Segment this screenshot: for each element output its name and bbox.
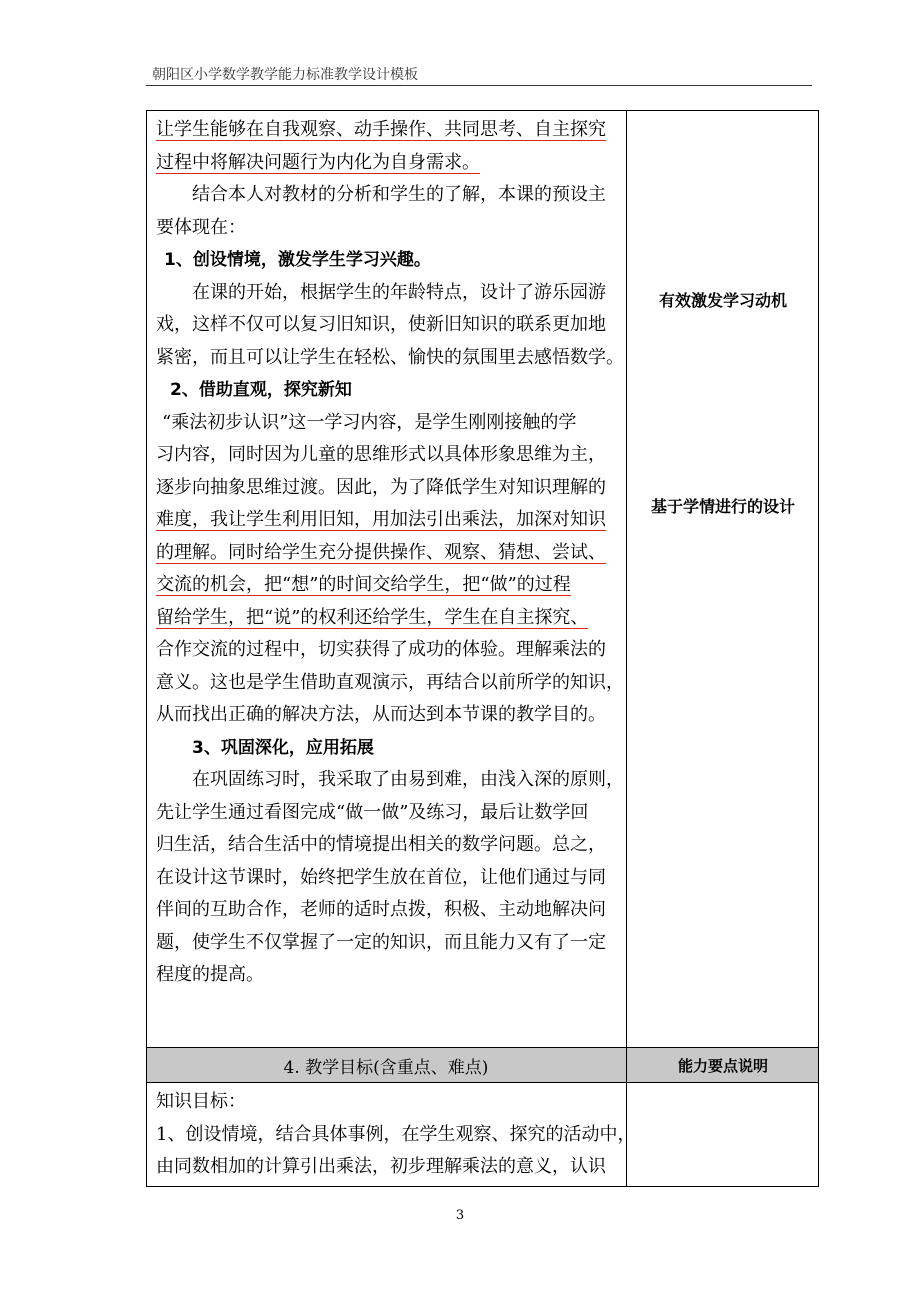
section-right-header: 能力要点说明: [677, 1056, 768, 1075]
ability-note-2: 基于学情进行的设计: [650, 497, 795, 516]
subheading-1: 1、创设情境，激发学生学习兴趣。: [164, 250, 431, 270]
header-rule: [146, 85, 812, 86]
goals-line: 由同数相加的计算引出乘法，初步理解乘法的意义，认识: [156, 1156, 606, 1177]
body-line: 逐步向抽象思维过渡。因此，为了降低学生对知识理解的: [156, 476, 606, 498]
column-divider-top: [626, 110, 627, 1047]
row-divider-2: [146, 1082, 819, 1083]
body-line: 戏，这样不仅可以复习旧知识，使新旧知识的联系更加地: [156, 314, 606, 335]
body-line: 合作交流的过程中，切实获得了成功的体验。理解乘法的: [156, 639, 606, 660]
body-line: 习内容，同时因为儿童的思维形式以具体形象思维为主，: [156, 444, 606, 465]
body-line: 程度的提高。: [156, 964, 264, 985]
subheading-2: 2、借助直观，探究新知: [170, 380, 352, 400]
body-line: 的理解。同时给学生充分提供操作、观察、猜想、尝试、: [156, 541, 606, 563]
body-line: 在设计这节课时，始终把学生放在首位，让他们通过与同: [156, 866, 606, 888]
goals-line: 知识目标：: [156, 1091, 246, 1112]
body-line: 伴间的互助合作，老师的适时点拨，积极、主动地解决问: [156, 899, 606, 920]
body-line: 留给学生，把“说”的权利还给学生，学生在自主探究、: [156, 606, 589, 628]
body-line: 先让学生通过看图完成“做一做”及练习，最后让数学回: [156, 801, 589, 823]
body-line: 紧密，而且可以让学生在轻松、愉快的氛围里去感悟数学。: [156, 346, 624, 368]
body-line: 归生活，结合生活中的情境提出相关的数学问题。总之，: [156, 834, 606, 855]
body-line: 题，使学生不仅掌握了一定的知识，而且能力又有了一定: [156, 931, 606, 953]
body-line: 在课的开始，根据学生的年龄特点，设计了游乐园游: [192, 281, 606, 303]
ability-note-1: 有效激发学习动机: [658, 291, 787, 310]
page-number: 3: [455, 1208, 465, 1223]
body-line: 意义。这也是学生借助直观演示，再结合以前所学的知识，: [156, 671, 624, 693]
body-text: [156, 114, 624, 992]
header-title: 朝阳区小学数学教学能力标准教学设计模板: [152, 67, 418, 83]
subheading-3: 3、巩固深化，应用拓展: [192, 737, 374, 758]
body-line: 难度，我让学生利用旧知，用加法引出乘法，加深对知识: [156, 509, 606, 530]
body-line: 在巩固练习时，我采取了由易到难，由浅入深的原则，: [192, 769, 624, 790]
body-line: 从而找出正确的解决方法，从而达到本节课的教学目的。: [156, 704, 606, 725]
goals-text: [156, 1086, 636, 1184]
goals-line: 1、创设情境，结合具体事例，在学生观察、探究的活动中，: [156, 1123, 636, 1145]
section-title: 4. 教学目标(含重点、难点): [283, 1057, 489, 1078]
body-line: 结合本人对教材的分析和学生的了解，本课的预设主: [192, 184, 606, 205]
body-line: “乘法初步认识”这一学习内容，是学生刚刚接触的学: [162, 411, 577, 433]
body-line: 让学生能够在自我观察、动手操作、共同思考、自主探究: [156, 119, 606, 140]
body-line: 交流的机会，把“想”的时间交给学生，把“做”的过程: [156, 574, 571, 595]
body-line: 过程中将解决问题行为内化为自身需求。: [156, 151, 480, 173]
body-line: 要体现在：: [156, 216, 246, 238]
